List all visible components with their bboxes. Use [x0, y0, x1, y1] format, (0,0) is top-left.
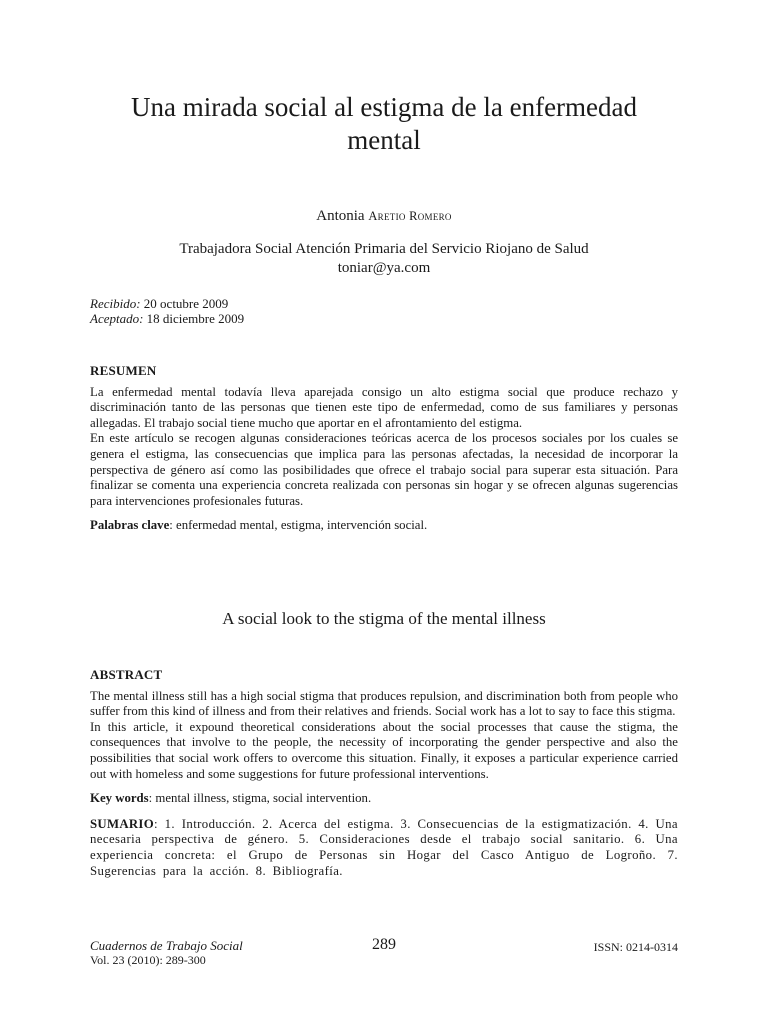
author-email: toniar@ya.com	[337, 260, 431, 276]
key-words-label: Key words	[90, 791, 149, 806]
page-number: 289	[372, 936, 396, 953]
article-title	[90, 91, 678, 157]
abstract-paragraph-2: In this article, it expound theoretical considerations about the social processes that cause the stigma, the consequences that involve to the people, the necessity of incorporating the gender perspective and also the possibilities that social work offers to overcome this situation. Finally, it exposes a particular experience carried out with homeless and some suggestions for future professional interventions.	[90, 719, 678, 781]
title-line-2: mental	[347, 125, 421, 155]
sumario-text: : 1. Introducción. 2. Acerca del estigma. 3. Consecuencias de la estigmatización. 4. Una necesaria perspectiva de género. 5. Consideraciones desde el trabajo social sanitario. 6. Una experiencia concreta: el Grupo de Personas sin Hogar del Casco Antiguo de Logroño. 7. Sugerencias para la acción. 8. Bibliografía.	[90, 816, 678, 878]
english-title: A social look to the stigma of the mental illness	[222, 609, 546, 628]
author-name	[0, 208, 768, 225]
author-last-name: Aretio Romero	[368, 209, 452, 223]
accepted-value: 18 diciembre 2009	[146, 311, 245, 326]
received-date	[90, 296, 244, 311]
resumen-paragraph-1: La enfermedad mental todavía lleva aparejada consigo un alto estigma social que produce rechazo y discriminación tanto de las personas que tienen este tipo de enfermedad, como de sus familiares y personas allegadas. El trabajo social tiene mucho que aportar en el afrontamiento del estigma.	[90, 384, 678, 430]
received-label: Recibido:	[90, 296, 141, 311]
resumen-section	[90, 363, 678, 534]
issn: ISSN: 0214-0314	[593, 940, 678, 954]
key-words	[90, 791, 678, 807]
palabras-clave-label: Palabras clave	[90, 518, 170, 533]
accepted-date	[90, 311, 244, 326]
footer-journal	[90, 938, 243, 968]
submission-dates	[90, 296, 244, 326]
author-affiliation	[0, 240, 768, 278]
author-first-name: Antonia	[316, 208, 365, 224]
resumen-heading: RESUMEN	[90, 363, 157, 378]
received-value: 20 octubre 2009	[143, 296, 229, 311]
journal-name: Cuadernos de Trabajo Social	[90, 938, 243, 953]
title-line-1: Una mirada social al estigma de la enfermedad	[130, 92, 638, 122]
sumario-label: SUMARIO	[90, 816, 154, 831]
key-words-value: : mental illness, stigma, social intervention.	[148, 791, 372, 806]
abstract-paragraph-1: The mental illness still has a high social stigma that produces repulsion, and discrimination both from people who suffer from this kind of illness and from their relatives and friends. Social work has a lot to say to face this stigma.	[90, 688, 678, 719]
accepted-label: Aceptado:	[90, 311, 144, 326]
abstract-section	[90, 667, 678, 879]
abstract-heading: ABSTRACT	[90, 667, 163, 682]
resumen-paragraph-2: En este artículo se recogen algunas consideraciones teóricas acerca de los procesos sociales por los cuales se genera el estigma, las consecuencias que implica para las personas afectadas, la necesidad de incorporar la perspectiva de género así como las posibilidades que ofrece el trabajo social para superar esta situación. Para finalizar se comenta una experiencia concreta realizada con personas sin hogar y se ofrecen algunas sugerencias para intervenciones profesionales futuras.	[90, 431, 678, 508]
sumario	[90, 817, 678, 879]
palabras-clave	[90, 518, 678, 534]
palabras-clave-value: : enfermedad mental, estigma, intervención social.	[169, 518, 428, 533]
affiliation-line: Trabajadora Social Atención Primaria del Servicio Riojano de Salud	[179, 241, 589, 257]
journal-volume: Vol. 23 (2010): 289-300	[90, 953, 206, 967]
